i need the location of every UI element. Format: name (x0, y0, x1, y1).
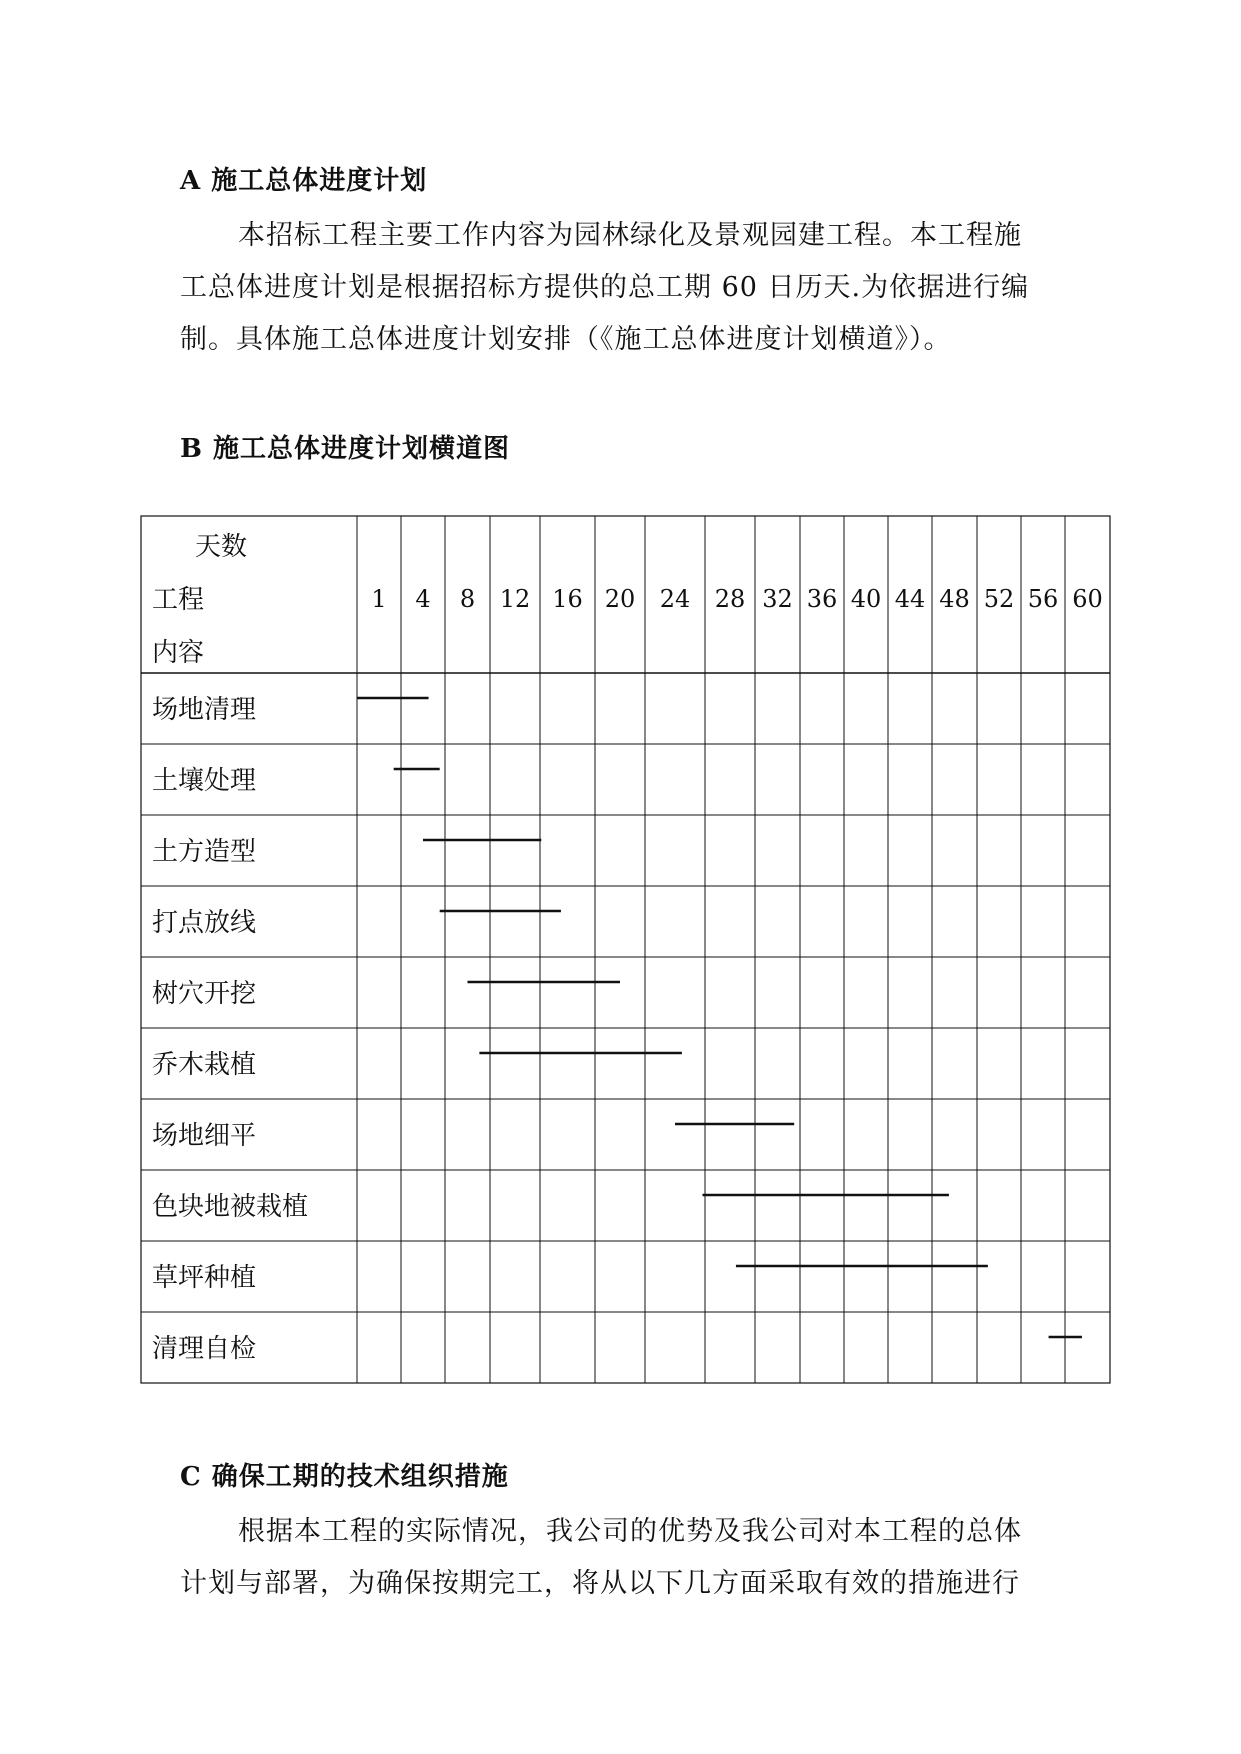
day-label: 48 (939, 585, 970, 613)
day-label: 24 (659, 585, 691, 613)
task-label: 色块地被栽植 (152, 1192, 309, 1222)
task-label: 树穴开挖 (152, 979, 257, 1009)
section-a-heading: A 施工总体进度计划 (180, 166, 428, 196)
paragraph-line: 本招标工程主要工作内容为园林绿化及景观园建工程。本工程施 (238, 220, 1022, 251)
task-label: 打点放线 (152, 908, 257, 938)
day-label: 8 (459, 585, 476, 613)
header-label-line: 天数 (195, 532, 248, 562)
table-border (141, 516, 1110, 1383)
task-label: 乔木栽植 (152, 1050, 257, 1080)
task-label: 土壤处理 (152, 766, 257, 796)
paragraph-line: 制。具体施工总体进度计划安排（《施工总体进度计划横道》）。 (180, 324, 952, 355)
day-label: 16 (552, 585, 583, 613)
section-a-paragraph (180, 210, 1070, 366)
day-label: 32 (762, 585, 793, 613)
header-label-line: 工程 (152, 585, 205, 615)
day-label: 40 (850, 585, 882, 613)
gantt-chart (140, 515, 1112, 1385)
task-label: 场地清理 (152, 695, 257, 725)
day-label: 36 (806, 585, 838, 613)
paragraph-line: 计划与部署，为确保按期完工，将从以下几方面采取有效的措施进行 (180, 1568, 1020, 1599)
day-label: 28 (714, 585, 746, 613)
day-label: 52 (983, 585, 1015, 613)
day-label: 44 (894, 585, 926, 613)
section-c-paragraph (180, 1506, 1070, 1610)
day-label: 12 (499, 585, 531, 613)
day-label: 20 (604, 585, 636, 613)
task-label: 草坪种植 (152, 1263, 257, 1293)
section-c-heading: C 确保工期的技术组织措施 (180, 1462, 509, 1492)
gantt-table (140, 515, 1112, 1385)
task-label: 清理自检 (152, 1334, 257, 1364)
day-label: 56 (1027, 585, 1059, 613)
task-label: 场地细平 (152, 1121, 257, 1151)
paragraph-line: 工总体进度计划是根据招标方提供的总工期 60 日历天.为依据进行编 (180, 272, 1030, 303)
day-label: 4 (415, 585, 431, 613)
paragraph-line: 根据本工程的实际情况，我公司的优势及我公司对本工程的总体 (238, 1516, 1022, 1547)
day-label: 60 (1072, 585, 1103, 613)
day-label: 1 (371, 585, 387, 613)
task-label: 土方造型 (152, 837, 257, 867)
header-label-line: 内容 (152, 638, 205, 668)
section-b-heading: B 施工总体进度计划横道图 (180, 434, 511, 464)
